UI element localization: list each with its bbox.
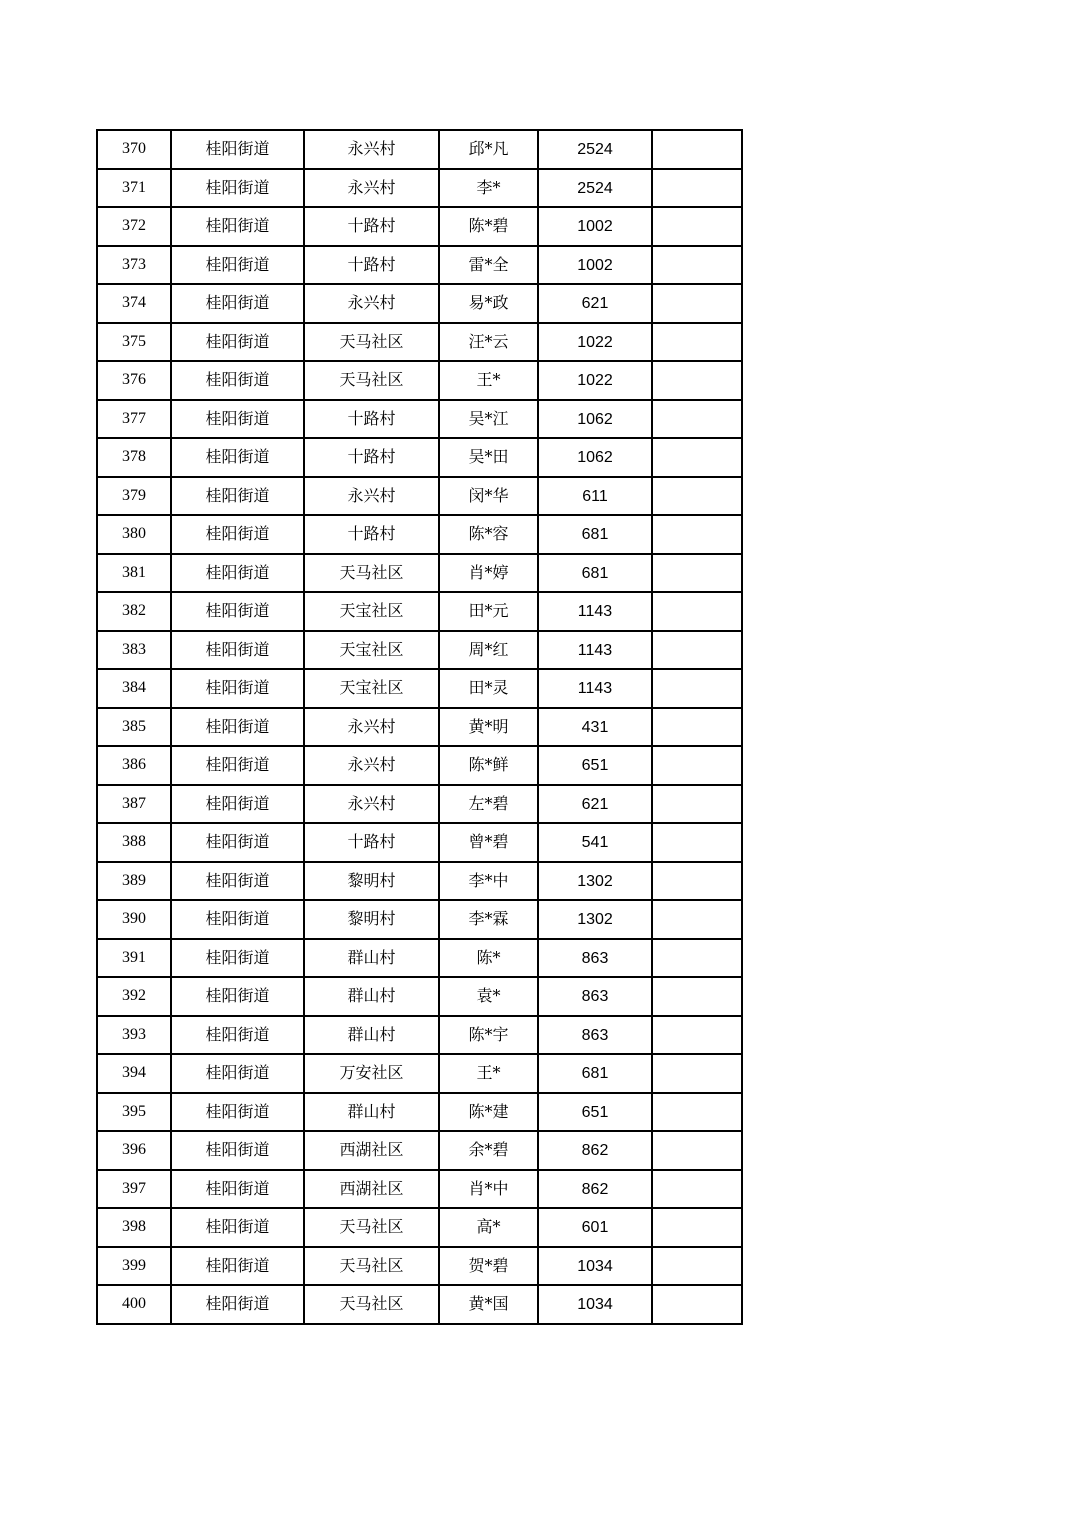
table-row	[97, 1170, 742, 1209]
street-cell: 桂阳街道	[171, 515, 304, 554]
person-name-cell: 黄*明	[439, 708, 538, 747]
note-cell	[652, 323, 742, 362]
row-number-cell: 394	[97, 1054, 171, 1093]
note-cell	[652, 130, 742, 169]
village-cell: 天马社区	[304, 323, 439, 362]
amount-cell: 651	[538, 1093, 652, 1132]
person-name-cell: 李*中	[439, 862, 538, 901]
note-cell	[652, 862, 742, 901]
table-row	[97, 323, 742, 362]
village-cell: 天马社区	[304, 1247, 439, 1286]
person-name-cell: 易*政	[439, 284, 538, 323]
row-number-cell: 378	[97, 438, 171, 477]
street-cell: 桂阳街道	[171, 785, 304, 824]
person-name-cell: 肖*中	[439, 1170, 538, 1209]
note-cell	[652, 1208, 742, 1247]
table-row	[97, 515, 742, 554]
amount-cell: 1143	[538, 592, 652, 631]
street-cell: 桂阳街道	[171, 900, 304, 939]
note-cell	[652, 785, 742, 824]
roster-table-body	[97, 130, 742, 1324]
note-cell	[652, 169, 742, 208]
note-cell	[652, 939, 742, 978]
village-cell: 天马社区	[304, 361, 439, 400]
village-cell: 永兴村	[304, 284, 439, 323]
table-row	[97, 207, 742, 246]
table-row	[97, 631, 742, 670]
person-name-cell: 陈*碧	[439, 207, 538, 246]
note-cell	[652, 515, 742, 554]
person-name-cell: 田*灵	[439, 669, 538, 708]
row-number-cell: 381	[97, 554, 171, 593]
row-number-cell: 389	[97, 862, 171, 901]
person-name-cell: 吴*田	[439, 438, 538, 477]
note-cell	[652, 477, 742, 516]
village-cell: 群山村	[304, 977, 439, 1016]
village-cell: 十路村	[304, 438, 439, 477]
person-name-cell: 陈*鲜	[439, 746, 538, 785]
person-name-cell: 余*碧	[439, 1131, 538, 1170]
row-number-cell: 386	[97, 746, 171, 785]
street-cell: 桂阳街道	[171, 669, 304, 708]
village-cell: 天宝社区	[304, 669, 439, 708]
table-row	[97, 862, 742, 901]
note-cell	[652, 400, 742, 439]
person-name-cell: 陈*容	[439, 515, 538, 554]
table-row	[97, 284, 742, 323]
amount-cell: 2524	[538, 169, 652, 208]
note-cell	[652, 207, 742, 246]
roster-table	[96, 129, 743, 1325]
person-name-cell: 高*	[439, 1208, 538, 1247]
table-row	[97, 939, 742, 978]
village-cell: 黎明村	[304, 900, 439, 939]
person-name-cell: 陈*宇	[439, 1016, 538, 1055]
village-cell: 天宝社区	[304, 631, 439, 670]
person-name-cell: 曾*碧	[439, 823, 538, 862]
village-cell: 天马社区	[304, 554, 439, 593]
row-number-cell: 396	[97, 1131, 171, 1170]
village-cell: 群山村	[304, 1093, 439, 1132]
amount-cell: 651	[538, 746, 652, 785]
table-row	[97, 900, 742, 939]
village-cell: 十路村	[304, 207, 439, 246]
row-number-cell: 393	[97, 1016, 171, 1055]
amount-cell: 681	[538, 554, 652, 593]
row-number-cell: 388	[97, 823, 171, 862]
table-row	[97, 592, 742, 631]
person-name-cell: 左*碧	[439, 785, 538, 824]
street-cell: 桂阳街道	[171, 708, 304, 747]
amount-cell: 1143	[538, 669, 652, 708]
amount-cell: 431	[538, 708, 652, 747]
person-name-cell: 田*元	[439, 592, 538, 631]
note-cell	[652, 1285, 742, 1324]
note-cell	[652, 1131, 742, 1170]
table-row	[97, 1131, 742, 1170]
street-cell: 桂阳街道	[171, 1285, 304, 1324]
street-cell: 桂阳街道	[171, 361, 304, 400]
village-cell: 十路村	[304, 515, 439, 554]
street-cell: 桂阳街道	[171, 592, 304, 631]
street-cell: 桂阳街道	[171, 746, 304, 785]
amount-cell: 1062	[538, 400, 652, 439]
row-number-cell: 387	[97, 785, 171, 824]
amount-cell: 1002	[538, 207, 652, 246]
street-cell: 桂阳街道	[171, 130, 304, 169]
note-cell	[652, 977, 742, 1016]
street-cell: 桂阳街道	[171, 1131, 304, 1170]
row-number-cell: 400	[97, 1285, 171, 1324]
note-cell	[652, 823, 742, 862]
amount-cell: 1022	[538, 323, 652, 362]
person-name-cell: 陈*建	[439, 1093, 538, 1132]
amount-cell: 2524	[538, 130, 652, 169]
row-number-cell: 375	[97, 323, 171, 362]
street-cell: 桂阳街道	[171, 1208, 304, 1247]
table-row	[97, 1093, 742, 1132]
village-cell: 永兴村	[304, 169, 439, 208]
amount-cell: 621	[538, 284, 652, 323]
table-row	[97, 746, 742, 785]
village-cell: 永兴村	[304, 130, 439, 169]
row-number-cell: 390	[97, 900, 171, 939]
person-name-cell: 王*	[439, 1054, 538, 1093]
person-name-cell: 雷*全	[439, 246, 538, 285]
table-row	[97, 246, 742, 285]
note-cell	[652, 592, 742, 631]
village-cell: 西湖社区	[304, 1170, 439, 1209]
street-cell: 桂阳街道	[171, 554, 304, 593]
row-number-cell: 398	[97, 1208, 171, 1247]
note-cell	[652, 1093, 742, 1132]
table-row	[97, 785, 742, 824]
note-cell	[652, 746, 742, 785]
street-cell: 桂阳街道	[171, 1016, 304, 1055]
village-cell: 群山村	[304, 939, 439, 978]
village-cell: 天宝社区	[304, 592, 439, 631]
table-row	[97, 400, 742, 439]
street-cell: 桂阳街道	[171, 169, 304, 208]
amount-cell: 541	[538, 823, 652, 862]
amount-cell: 863	[538, 977, 652, 1016]
table-row	[97, 708, 742, 747]
note-cell	[652, 284, 742, 323]
amount-cell: 862	[538, 1131, 652, 1170]
person-name-cell: 李*	[439, 169, 538, 208]
village-cell: 群山村	[304, 1016, 439, 1055]
amount-cell: 863	[538, 939, 652, 978]
note-cell	[652, 900, 742, 939]
note-cell	[652, 669, 742, 708]
street-cell: 桂阳街道	[171, 1054, 304, 1093]
village-cell: 永兴村	[304, 708, 439, 747]
row-number-cell: 379	[97, 477, 171, 516]
person-name-cell: 李*霖	[439, 900, 538, 939]
street-cell: 桂阳街道	[171, 1170, 304, 1209]
note-cell	[652, 438, 742, 477]
person-name-cell: 周*红	[439, 631, 538, 670]
amount-cell: 1034	[538, 1247, 652, 1286]
street-cell: 桂阳街道	[171, 207, 304, 246]
table-row	[97, 130, 742, 169]
street-cell: 桂阳街道	[171, 323, 304, 362]
roster-table-container	[96, 129, 743, 1325]
row-number-cell: 372	[97, 207, 171, 246]
street-cell: 桂阳街道	[171, 823, 304, 862]
amount-cell: 681	[538, 1054, 652, 1093]
amount-cell: 601	[538, 1208, 652, 1247]
row-number-cell: 392	[97, 977, 171, 1016]
row-number-cell: 380	[97, 515, 171, 554]
amount-cell: 1062	[538, 438, 652, 477]
note-cell	[652, 708, 742, 747]
amount-cell: 1143	[538, 631, 652, 670]
row-number-cell: 382	[97, 592, 171, 631]
table-row	[97, 477, 742, 516]
row-number-cell: 383	[97, 631, 171, 670]
row-number-cell: 374	[97, 284, 171, 323]
row-number-cell: 377	[97, 400, 171, 439]
note-cell	[652, 361, 742, 400]
amount-cell: 1302	[538, 862, 652, 901]
street-cell: 桂阳街道	[171, 977, 304, 1016]
amount-cell: 621	[538, 785, 652, 824]
row-number-cell: 391	[97, 939, 171, 978]
note-cell	[652, 1247, 742, 1286]
village-cell: 永兴村	[304, 785, 439, 824]
street-cell: 桂阳街道	[171, 400, 304, 439]
row-number-cell: 385	[97, 708, 171, 747]
note-cell	[652, 1054, 742, 1093]
village-cell: 黎明村	[304, 862, 439, 901]
street-cell: 桂阳街道	[171, 1093, 304, 1132]
table-row	[97, 1247, 742, 1286]
person-name-cell: 贺*碧	[439, 1247, 538, 1286]
note-cell	[652, 631, 742, 670]
village-cell: 十路村	[304, 823, 439, 862]
person-name-cell: 王*	[439, 361, 538, 400]
amount-cell: 1022	[538, 361, 652, 400]
row-number-cell: 397	[97, 1170, 171, 1209]
row-number-cell: 399	[97, 1247, 171, 1286]
street-cell: 桂阳街道	[171, 631, 304, 670]
table-row	[97, 361, 742, 400]
person-name-cell: 黄*国	[439, 1285, 538, 1324]
street-cell: 桂阳街道	[171, 438, 304, 477]
street-cell: 桂阳街道	[171, 862, 304, 901]
street-cell: 桂阳街道	[171, 477, 304, 516]
table-row	[97, 1285, 742, 1324]
person-name-cell: 闵*华	[439, 477, 538, 516]
amount-cell: 681	[538, 515, 652, 554]
village-cell: 十路村	[304, 246, 439, 285]
village-cell: 永兴村	[304, 746, 439, 785]
street-cell: 桂阳街道	[171, 939, 304, 978]
village-cell: 十路村	[304, 400, 439, 439]
amount-cell: 611	[538, 477, 652, 516]
person-name-cell: 吴*江	[439, 400, 538, 439]
street-cell: 桂阳街道	[171, 246, 304, 285]
row-number-cell: 370	[97, 130, 171, 169]
amount-cell: 1002	[538, 246, 652, 285]
street-cell: 桂阳街道	[171, 284, 304, 323]
row-number-cell: 373	[97, 246, 171, 285]
person-name-cell: 陈*	[439, 939, 538, 978]
village-cell: 永兴村	[304, 477, 439, 516]
table-row	[97, 554, 742, 593]
amount-cell: 862	[538, 1170, 652, 1209]
person-name-cell: 肖*婷	[439, 554, 538, 593]
village-cell: 天马社区	[304, 1208, 439, 1247]
village-cell: 万安社区	[304, 1054, 439, 1093]
person-name-cell: 汪*云	[439, 323, 538, 362]
row-number-cell: 384	[97, 669, 171, 708]
amount-cell: 863	[538, 1016, 652, 1055]
village-cell: 西湖社区	[304, 1131, 439, 1170]
note-cell	[652, 1016, 742, 1055]
note-cell	[652, 554, 742, 593]
amount-cell: 1034	[538, 1285, 652, 1324]
table-row	[97, 669, 742, 708]
village-cell: 天马社区	[304, 1285, 439, 1324]
table-row	[97, 1208, 742, 1247]
row-number-cell: 371	[97, 169, 171, 208]
row-number-cell: 395	[97, 1093, 171, 1132]
row-number-cell: 376	[97, 361, 171, 400]
table-row	[97, 438, 742, 477]
person-name-cell: 邱*凡	[439, 130, 538, 169]
table-row	[97, 169, 742, 208]
table-row	[97, 1054, 742, 1093]
person-name-cell: 袁*	[439, 977, 538, 1016]
table-row	[97, 823, 742, 862]
table-row	[97, 977, 742, 1016]
note-cell	[652, 1170, 742, 1209]
street-cell: 桂阳街道	[171, 1247, 304, 1286]
amount-cell: 1302	[538, 900, 652, 939]
table-row	[97, 1016, 742, 1055]
note-cell	[652, 246, 742, 285]
